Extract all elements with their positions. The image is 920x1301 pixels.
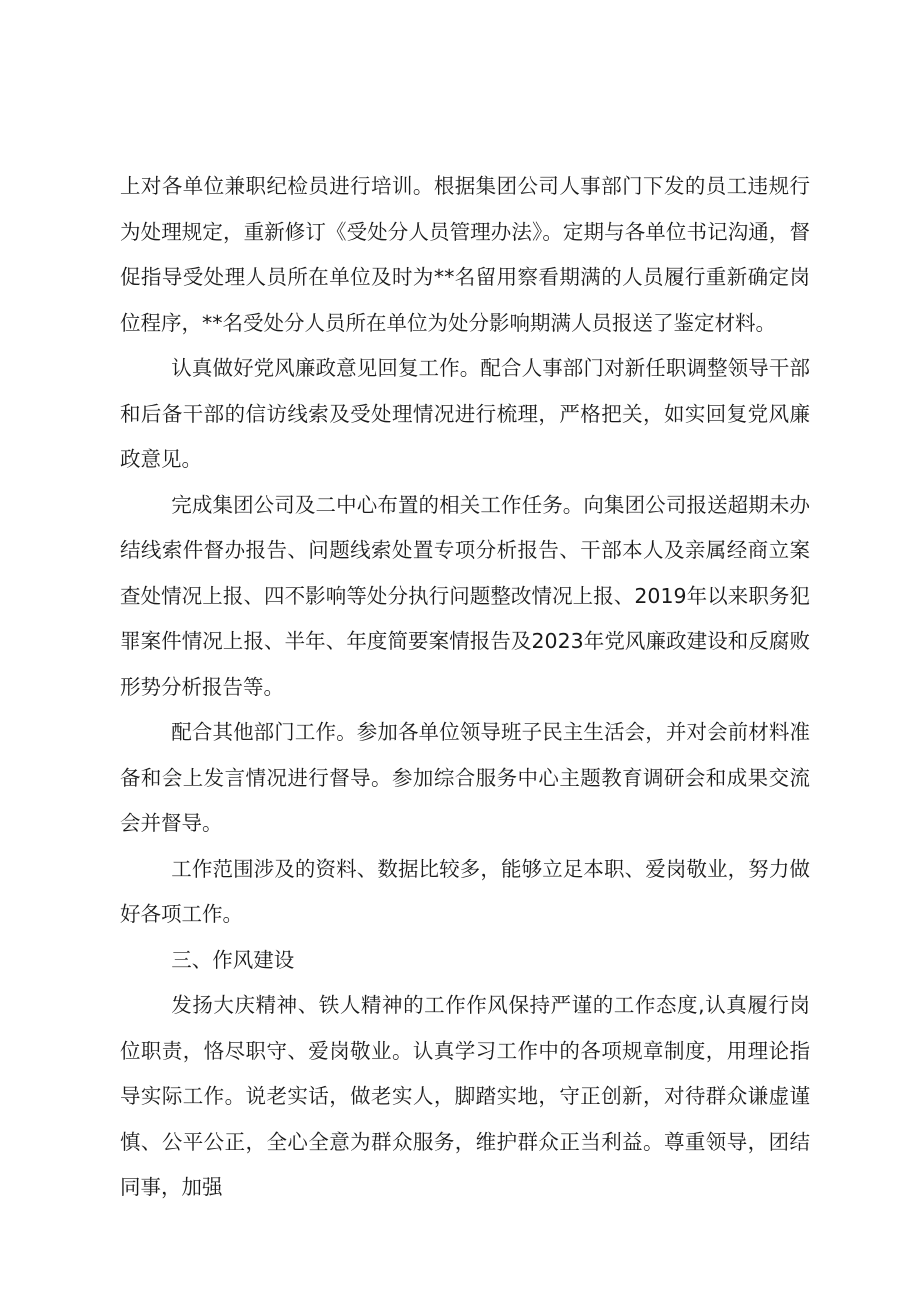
- paragraph-department-coordination: 配合其他部门工作。参加各单位领导班子民主生活会，并对会前材料准备和会上发言情况进行督导。参加综合服务中心主题教育调研会和成果交流会并督导。: [120, 720, 810, 835]
- paragraph-opinion-reply: 认真做好党风廉政意见回复工作。配合人事部门对新任职调整领导干部和后备干部的信访线索及受处理情况进行梳理，严格把关，如实回复党风廉政意见。: [120, 356, 810, 471]
- paragraph-assigned-tasks: 完成集团公司及二中心布置的相关工作任务。向集团公司报送超期未办结线索件督办报告、问题线索处置专项分析报告、干部本人及亲属经商立案查处情况上报、四不影响等处分执行问题整改情况上报、2019年以来职务犯罪案件情况上报、半年、年度简要案情报告及2023年党风廉政建设和反腐败形势分析报告等。: [120, 492, 810, 699]
- paragraph-work-style: 发扬大庆精神、铁人精神的工作作风保持严谨的工作态度,认真履行岗位职责，恪尽职守、爱岗敬业。认真学习工作中的各项规章制度，用理论指导实际工作。说老实话，做老实人，脚踏实地，守正创新，对待群众谦虚谨慎、公平公正，全心全意为群众服务，维护群众正当利益。尊重领导，团结同事，加强: [120, 993, 810, 1199]
- continuation-paragraph: 上对各单位兼职纪检员进行培训。根据集团公司人事部门下发的员工违规行为处理规定，重新修订《受处分人员管理办法》。定期与各单位书记沟通，督促指导受处理人员所在单位及时为**名留用察看期满的人员履行重新确定岗位程序，**名受处分人员所在单位为处分影响期满人员报送了鉴定材料。: [120, 174, 810, 335]
- document-body: [120, 164, 810, 1211]
- section-heading: 三、作风建设: [171, 947, 295, 972]
- paragraph-work-scope: 工作范围涉及的资料、数据比较多，能够立足本职、爱岗敬业，努力做好各项工作。: [120, 856, 810, 926]
